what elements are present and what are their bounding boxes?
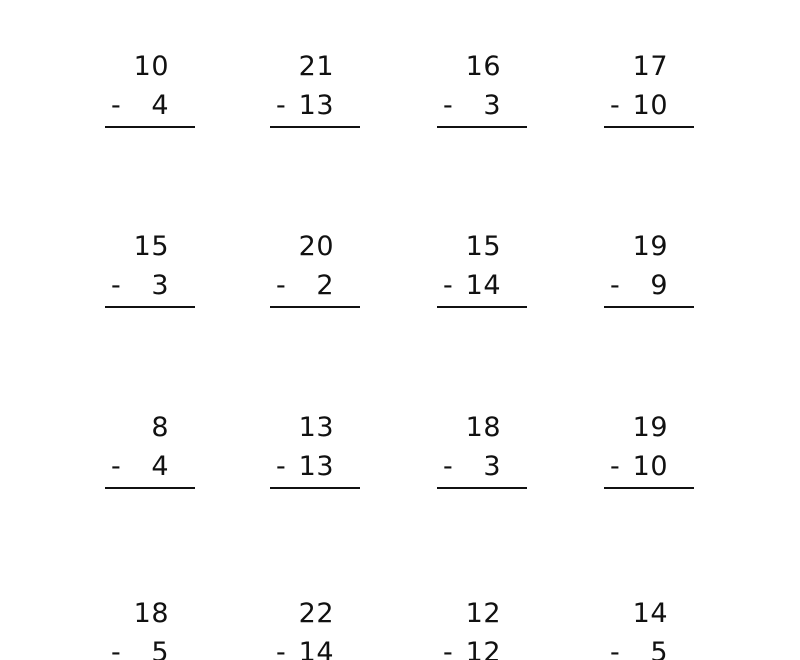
- minus-sign: -: [276, 637, 287, 660]
- subtrahend: 9: [650, 270, 668, 301]
- minuend: 19: [632, 412, 668, 443]
- problem-r1-c3: [437, 52, 527, 152]
- minuend: 13: [298, 412, 334, 443]
- answer-line: [604, 126, 694, 128]
- minuend: 21: [298, 51, 334, 82]
- minuend: 22: [298, 598, 334, 629]
- problem-r4-c4: [604, 599, 694, 660]
- subtrahend: 12: [465, 637, 501, 660]
- problem-r2-c3: [437, 232, 527, 332]
- minus-sign: -: [276, 451, 287, 482]
- answer-line: [105, 487, 195, 489]
- minuend: 18: [465, 412, 501, 443]
- problem-r1-c1: [105, 52, 195, 152]
- minus-sign: -: [111, 270, 122, 301]
- problem-r4-c2: [270, 599, 360, 660]
- minus-sign: -: [111, 451, 122, 482]
- subtrahend: 3: [151, 270, 169, 301]
- answer-line: [604, 487, 694, 489]
- minuend: 17: [632, 51, 668, 82]
- problem-r3-c3: [437, 413, 527, 513]
- answer-line: [270, 126, 360, 128]
- subtrahend: 3: [483, 90, 501, 121]
- subtrahend: 3: [483, 451, 501, 482]
- subtrahend: 13: [298, 90, 334, 121]
- subtrahend: 14: [465, 270, 501, 301]
- problem-r4-c1: [105, 599, 195, 660]
- problem-r2-c2: [270, 232, 360, 332]
- minus-sign: -: [443, 637, 454, 660]
- minus-sign: -: [610, 451, 621, 482]
- minus-sign: -: [443, 451, 454, 482]
- subtrahend: 10: [632, 451, 668, 482]
- problem-r2-c4: [604, 232, 694, 332]
- minuend: 19: [632, 231, 668, 262]
- minuend: 10: [133, 51, 169, 82]
- answer-line: [604, 306, 694, 308]
- answer-line: [270, 487, 360, 489]
- answer-line: [437, 306, 527, 308]
- subtrahend: 4: [151, 451, 169, 482]
- subtrahend: 5: [151, 637, 169, 660]
- answer-line: [105, 306, 195, 308]
- minuend: 12: [465, 598, 501, 629]
- subtrahend: 2: [316, 270, 334, 301]
- minus-sign: -: [610, 270, 621, 301]
- minuend: 20: [298, 231, 334, 262]
- problem-r3-c4: [604, 413, 694, 513]
- minuend: 18: [133, 598, 169, 629]
- problem-r3-c1: [105, 413, 195, 513]
- problem-r1-c2: [270, 52, 360, 152]
- problem-r1-c4: [604, 52, 694, 152]
- minus-sign: -: [443, 270, 454, 301]
- minus-sign: -: [276, 270, 287, 301]
- subtrahend: 10: [632, 90, 668, 121]
- minus-sign: -: [111, 90, 122, 121]
- minuend: 15: [465, 231, 501, 262]
- subtrahend: 5: [650, 637, 668, 660]
- minuend: 14: [632, 598, 668, 629]
- minuend: 8: [151, 412, 169, 443]
- minus-sign: -: [276, 90, 287, 121]
- subtrahend: 14: [298, 637, 334, 660]
- answer-line: [270, 306, 360, 308]
- subtrahend: 13: [298, 451, 334, 482]
- subtrahend: 4: [151, 90, 169, 121]
- answer-line: [105, 126, 195, 128]
- problem-r2-c1: [105, 232, 195, 332]
- minus-sign: -: [111, 637, 122, 660]
- minuend: 16: [465, 51, 501, 82]
- minus-sign: -: [610, 90, 621, 121]
- answer-line: [437, 126, 527, 128]
- problem-r3-c2: [270, 413, 360, 513]
- problem-r4-c3: [437, 599, 527, 660]
- minus-sign: -: [443, 90, 454, 121]
- answer-line: [437, 487, 527, 489]
- minus-sign: -: [610, 637, 621, 660]
- minuend: 15: [133, 231, 169, 262]
